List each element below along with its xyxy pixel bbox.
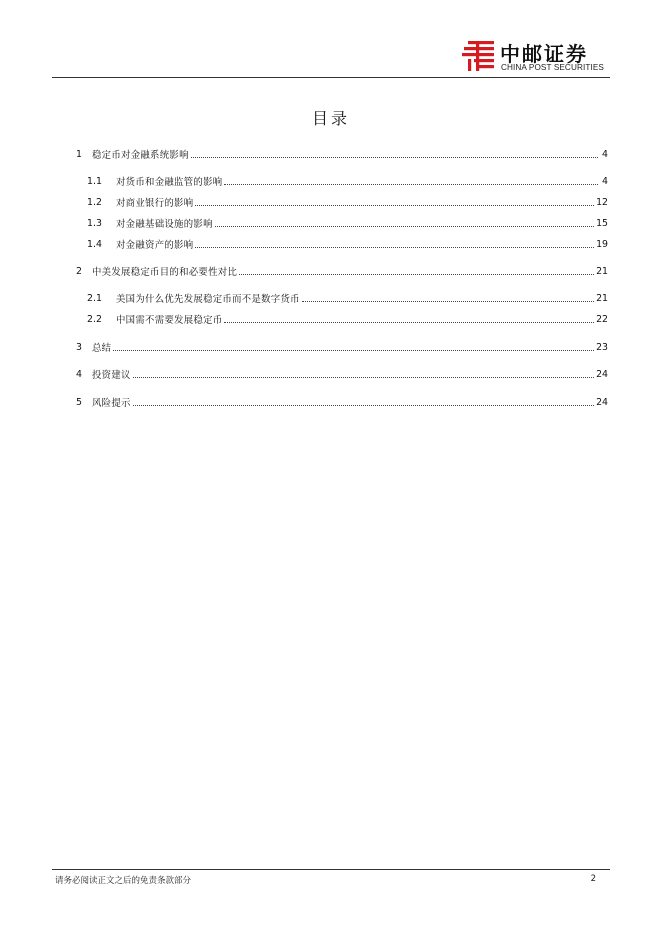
toc-entry[interactable] [87, 195, 608, 209]
toc-entry-page: 24 [596, 396, 608, 408]
brand-name-cn: 中邮证券 [500, 42, 588, 66]
company-logo [460, 38, 610, 76]
toc-entry[interactable] [87, 216, 608, 230]
toc-entry-number: 1.2 [87, 196, 102, 208]
toc-entry-number: 2 [76, 265, 82, 277]
toc-dot-leader [239, 274, 594, 275]
china-post-logo-icon [460, 38, 500, 74]
toc-entry-page: 4 [602, 148, 608, 160]
brand-name-en: CHINA POST SECURITIES [501, 63, 604, 72]
page-number: 2 [590, 874, 596, 884]
toc-entry-title: 对货币和金融监管的影响 [116, 177, 223, 188]
toc-entry[interactable] [76, 367, 608, 381]
toc-entry-title: 对金融资产的影响 [116, 240, 194, 251]
toc-dot-leader [302, 301, 594, 302]
toc-dot-leader [133, 405, 594, 406]
toc-entry[interactable] [76, 147, 608, 161]
toc-entry-title: 对金融基础设施的影响 [116, 219, 213, 230]
toc-entry-page: 21 [596, 292, 608, 304]
toc-entry-title: 美国为什么优先发展稳定币而不是数字货币 [116, 294, 300, 305]
toc-entry-number: 3 [76, 341, 82, 353]
toc-entry-page: 19 [596, 238, 608, 250]
toc-entry[interactable] [87, 237, 608, 251]
toc-entry-number: 1.1 [87, 175, 102, 187]
toc-entry-number: 4 [76, 368, 82, 380]
toc-dot-leader [113, 350, 594, 351]
toc-entry-title: 对商业银行的影响 [116, 198, 194, 209]
toc-dot-leader [215, 226, 594, 227]
toc-title: 目录 [311, 109, 350, 128]
toc-entry-number: 1.3 [87, 217, 102, 229]
toc-entry-number: 2.1 [87, 292, 102, 304]
toc-entry-page: 4 [602, 175, 608, 187]
toc-dot-leader [191, 157, 598, 158]
toc-dot-leader [224, 184, 598, 185]
toc-dot-leader [224, 322, 594, 323]
toc-entry[interactable] [76, 264, 608, 278]
toc-dot-leader [195, 247, 594, 248]
toc-entry-page: 22 [596, 313, 608, 325]
footer-divider [52, 869, 610, 870]
toc-entry-title: 中美发展稳定币目的和必要性对比 [92, 267, 238, 278]
toc-entry[interactable] [76, 395, 608, 409]
toc-entry[interactable] [87, 174, 608, 188]
toc-entry-title: 总结 [92, 343, 112, 354]
toc-entry-title: 风险提示 [92, 398, 131, 409]
toc-entry[interactable] [76, 340, 608, 354]
footer-disclaimer: 请务必阅读正文之后的免责条款部分 [55, 876, 192, 886]
toc-entry-page: 21 [596, 265, 608, 277]
header-divider [52, 77, 610, 78]
toc-entry-number: 1.4 [87, 238, 102, 250]
toc-entry-page: 15 [596, 217, 608, 229]
toc-entry-page: 12 [596, 196, 608, 208]
toc-entry-title: 稳定币对金融系统影响 [92, 150, 189, 161]
toc-entry-number: 5 [76, 396, 82, 408]
toc-entry[interactable] [87, 291, 608, 305]
toc-entry-number: 1 [76, 148, 82, 160]
toc-dot-leader [195, 205, 594, 206]
toc-dot-leader [133, 377, 594, 378]
toc-entry[interactable] [87, 312, 608, 326]
toc-entry-number: 2.2 [87, 313, 102, 325]
toc-entry-title: 中国需不需要发展稳定币 [116, 315, 223, 326]
toc-entry-page: 24 [596, 368, 608, 380]
toc-entry-title: 投资建议 [92, 370, 131, 381]
toc-entry-page: 23 [596, 341, 608, 353]
